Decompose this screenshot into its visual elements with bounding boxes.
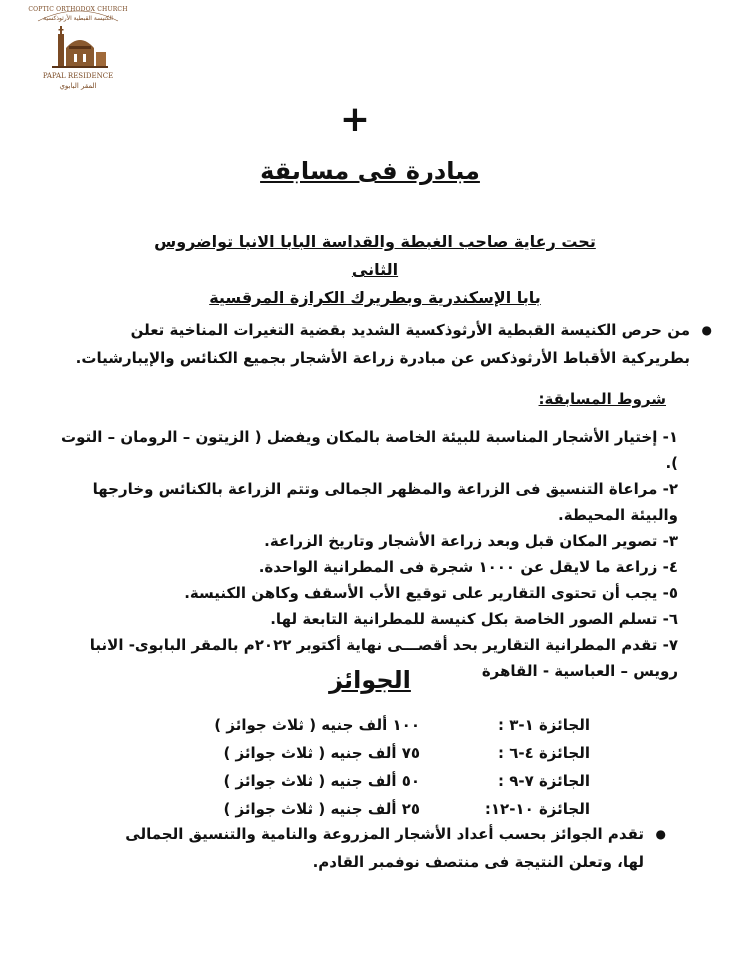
prize-label: الجائزة ٤-٦ : [497,744,590,762]
prize-label: الجائزة ١٠-١٢: [484,800,590,818]
logo-bottom-text: PAPAL RESIDENCE [42,72,114,80]
intro-text: من حرص الكنيسة القبطية الأرثوذكسية الشديد بقضية التغيرات المناخية تعلن بطريركية الأقباط الأرثوذكس عن مبادرة زراعة الأشجار بجميع الكنائس والإيبارشيات. [75,321,690,367]
condition-item: ١- إختيار الأشجار المناسبة للبيئة الخاصة بالمكان ويفضل ( الزيتون – الرومان – التوت ). [61,428,678,472]
prize-label: الجائزة ١-٣ : [497,716,590,734]
condition-item: ٢- مراعاة التنسيق فى الزراعة والمظهر الجمالى وتتم الزراعة بالكنائس وخارجها والبيئة المحيطة. [92,480,678,524]
prize-value: ٥٠ ألف جنيه ( ثلاث جوائز ) [223,772,420,790]
prizes-note [100,820,666,876]
condition-item: ٣- تصوير المكان قبل وبعد زراعة الأشجار وتاريخ الزراعة. [264,532,678,550]
prize-row [180,716,590,745]
patronage-line-2: بابا الإسكندرية وبطريرك الكرازة المرقسية [209,288,541,307]
condition-item: ٧- تقدم المطرانية التقارير بحد أقصـــى نهاية أكتوبر ٢٠٢٢م بالمقر البابوى- الانبا رويس – العباسية - القاهرة [89,636,678,680]
prizes-note-text: تقدم الجوائز بحسب أعداد الأشجار المزروعة والنامية والتنسيق الجمالى لها، وتعلن النتيجة فى منتصف نوفمبر القادم. [125,825,644,871]
bullet-icon: ● [655,827,666,841]
logo-top-text: COPTIC ORTHODOX CHURCH [28,6,128,13]
patronage-line-1: تحت رعاية صاحب الغبطة والقداسة البابا الانبا تواضروس الثانى [154,232,596,279]
logo-bottom-text-ar: المقر البابوي [59,82,97,90]
conditions-title: شروط المسابقة: [538,390,666,408]
prize-value: ٧٥ ألف جنيه ( ثلاث جوائز ) [223,744,420,762]
papal-residence-logo [28,6,128,98]
cross-symbol: + [339,99,371,140]
bullet-icon: ● [701,323,712,337]
patronage-heading [150,228,600,312]
condition-item: ٥- يجب أن تحتوى التقارير على توقيع الأب الأسقف وكاهن الكنيسة. [184,584,678,602]
prize-row [180,772,590,801]
condition-item: ٤- زراعة ما لايقل عن ١٠٠٠ شجرة فى المطرانية الواحدة. [258,558,678,576]
intro-paragraph [60,316,712,372]
prize-row [180,744,590,773]
prize-value: ٢٥ ألف جنيه ( ثلاث جوائز ) [223,800,420,818]
page-title: مبادرة فى مسابقة [260,157,480,185]
condition-item: ٦- تسلم الصور الخاصة بكل كنيسة للمطرانية التابعة لها. [270,610,678,628]
prize-label: الجائزة ٧-٩ : [497,772,590,790]
prizes-title: الجوائز [329,666,411,694]
logo-top-text-ar: الكنيسة القبطية الأرثوذكسية [43,15,113,22]
conditions-list [60,424,678,684]
prize-value: ١٠٠ ألف جنيه ( ثلاث جوائز ) [214,716,420,734]
